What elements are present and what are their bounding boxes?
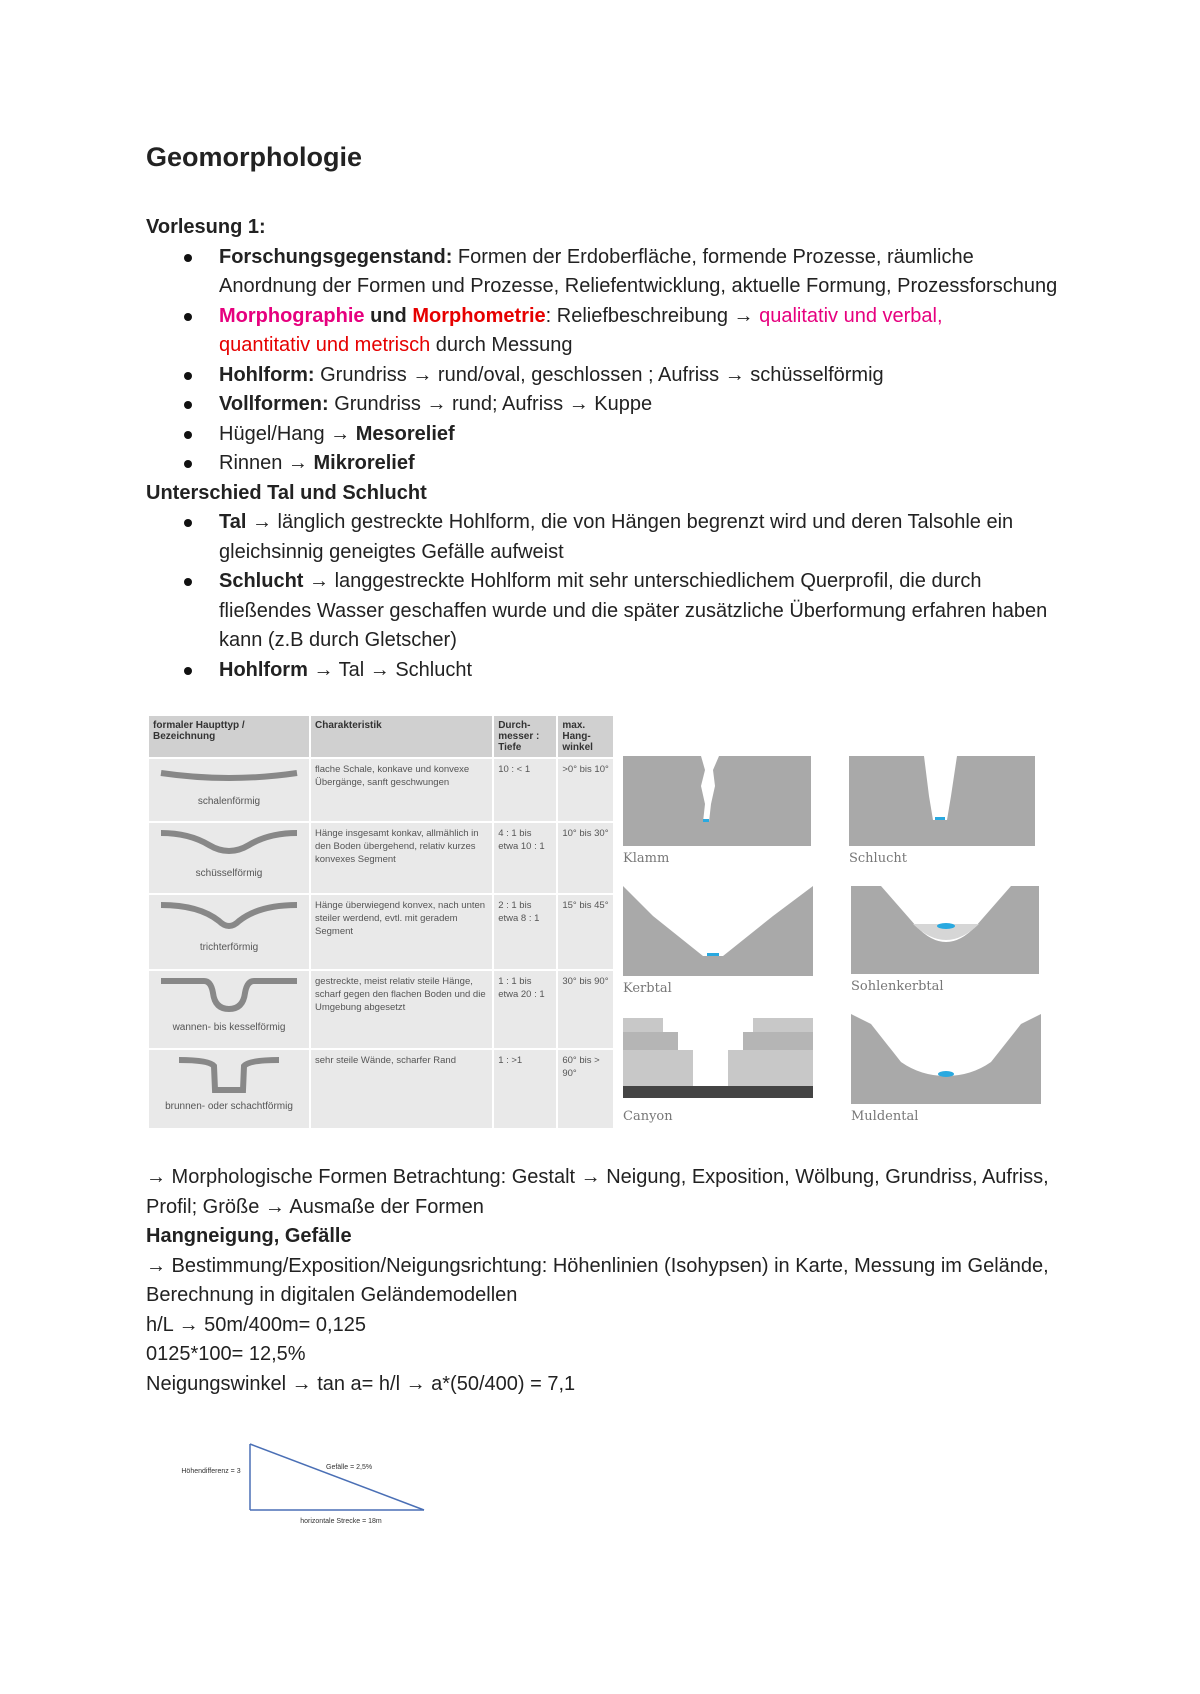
lecture-bullet-list: [146, 243, 1076, 479]
list-item: [146, 390, 1076, 420]
table-row: [149, 894, 614, 969]
list-item: [146, 508, 1076, 567]
valley-caption: Schlucht: [849, 851, 907, 866]
list-item: [146, 567, 1076, 656]
col-header: Durch-messer : Tiefe: [493, 716, 557, 758]
table-cell: schüsselförmig: [195, 867, 263, 879]
schlucht-figure: [849, 756, 1035, 866]
col-header: formaler Haupttyp / Bezeichnung: [149, 716, 310, 758]
table-cell: 1 : 1 bis etwa 20 : 1: [493, 970, 557, 1050]
valley-bullet-list: [146, 508, 1076, 685]
table-cell: 30° bis 90°: [557, 970, 614, 1050]
qualitative-note: qualitativ und verbal,: [759, 304, 943, 327]
schlucht-profile-icon: [849, 756, 1035, 846]
table-cell: flache Schale, konkave und konvexe Übergänge, sanft geschwungen: [310, 758, 493, 822]
valley-caption: Klamm: [623, 851, 670, 866]
table-cell: wannen- bis kesselförmig: [172, 1021, 286, 1033]
slope-section: [146, 1163, 1076, 1399]
muldental-profile-icon: [851, 1014, 1041, 1104]
definition: Grundriss → rund; Aufriss → Kuppe: [328, 393, 653, 415]
table-cell: 10° bis 30°: [557, 822, 614, 895]
slope-triangle-icon: [176, 1440, 476, 1515]
term: Hohlform: [219, 658, 308, 681]
valley-caption: Sohlenkerbtal: [851, 979, 944, 994]
table-cell: 15° bis 45°: [557, 894, 614, 969]
hollow-form-table: [149, 716, 615, 1128]
lecture-section: [146, 213, 1076, 685]
dish-shape: [159, 827, 299, 861]
table-cell: >0° bis 10°: [557, 758, 614, 822]
term: Forschungsgegenstand:: [219, 245, 453, 268]
valley-caption: Muldental: [851, 1109, 919, 1124]
definition: Formen der Erdoberfläche, formende Prozesse, räumliche Anordnung der Formen und Prozesse, Reliefentwicklung, aktuelle Formung, Prozessforschung: [219, 245, 1058, 297]
section-heading: Hangneigung, Gefälle: [146, 1225, 352, 1247]
term: Vollformen:: [219, 393, 329, 415]
table-cell: brunnen- oder schachtförmig: [165, 1101, 293, 1113]
table-row: [149, 970, 614, 1050]
definition: Rinnen →: [219, 452, 314, 474]
trough-shape: [159, 975, 299, 1015]
base-label: horizontale Strecke = 18m: [300, 1518, 382, 1525]
term: Hohlform:: [219, 363, 315, 386]
funnel-shape: [159, 899, 299, 935]
valley-caption: Canyon: [623, 1109, 673, 1124]
list-item: [146, 361, 1076, 391]
formula-line: h/L → 50m/400m= 0,125: [146, 1313, 366, 1336]
definition: : Reliefbeschreibung →: [545, 304, 760, 327]
kerbtal-figure: [623, 886, 813, 996]
list-item: [146, 243, 1076, 302]
table-cell: sehr steile Wände, scharfer Rand: [310, 1049, 493, 1128]
definition: → langgestreckte Hohlform mit sehr unterschiedlichem Querprofil, die durch fließendes Wasser geschaffen wurde und die später zusätzliche Überformung erfahren haben kann (z.B durch Gletscher): [219, 570, 1048, 651]
definition: → länglich gestreckte Hohlform, die von Hängen begrenzt wird und deren Talsohle ein gleichsinnig geneigtes Gefälle aufweist: [219, 511, 1014, 563]
canyon-figure: [623, 1014, 813, 1124]
table-cell: Hänge insgesamt konkav, allmählich in den Boden übergehend, relativ kurzes konvexes Segment: [310, 822, 493, 895]
height-label: Höhendifferenz = 3: [181, 1468, 241, 1475]
definition: Grundriss → rund/oval, geschlossen ; Aufriss → schüsselförmig: [314, 363, 884, 386]
page-title: Geomorphologie: [146, 142, 362, 172]
table-row: [149, 1049, 614, 1128]
table-row: [149, 758, 614, 822]
valley-caption: Kerbtal: [623, 981, 672, 996]
section-heading: Unterschied Tal und Schlucht: [146, 481, 427, 504]
lecture-heading: Vorlesung 1:: [146, 216, 266, 238]
col-header: max. Hang-winkel: [557, 716, 614, 758]
klamm-figure: [623, 756, 811, 866]
table-row: [149, 822, 614, 895]
definition: → Tal → Schlucht: [307, 658, 473, 681]
table-cell: gestreckte, meist relativ steile Hänge, scharf gegen den flachen Boden und die Umgebung abgesetzt: [310, 970, 493, 1050]
quantitative-note: quantitativ und metrisch: [219, 334, 431, 356]
formula-line: 0125*100= 12,5%: [146, 1343, 306, 1365]
paragraph: → Morphologische Formen Betrachtung: Gestalt → Neigung, Exposition, Wölbung, Grundriss, Aufriss, Profil; Größe → Ausmaße der Formen: [146, 1166, 1049, 1218]
term-morphometrie: Morphometrie: [412, 304, 546, 327]
table-cell: 2 : 1 bis etwa 8 : 1: [493, 894, 557, 969]
term: Tal: [219, 511, 247, 533]
term: Mesorelief: [355, 422, 455, 445]
col-header: Charakteristik: [310, 716, 493, 758]
list-item: [146, 420, 1076, 450]
canyon-profile-icon: [623, 1014, 813, 1104]
table-cell: 1 : >1: [493, 1049, 557, 1128]
definition-end: durch Messung: [430, 334, 573, 356]
term-morphographie: Morphographie: [219, 304, 365, 327]
shallow-bowl-shape: [159, 763, 299, 789]
list-item: [146, 656, 1076, 686]
slope-label: Gefälle = 2,5%: [326, 1464, 373, 1471]
list-item: [146, 449, 1076, 479]
paragraph: → Bestimmung/Exposition/Neigungsrichtung: Höhenlinien (Isohypsen) in Karte, Messung im Gelände, Berechnung in digitalen Geländemodellen: [146, 1254, 1049, 1306]
table-cell: schalenförmig: [197, 796, 261, 807]
term: Mikrorelief: [313, 452, 415, 474]
table-cell: 60° bis > 90°: [557, 1049, 614, 1128]
shaft-shape: [159, 1054, 299, 1094]
table-cell: trichterförmig: [199, 942, 259, 954]
table-cell: 4 : 1 bis etwa 10 : 1: [493, 822, 557, 895]
table-cell: 10 : < 1: [493, 758, 557, 822]
term: Schlucht: [219, 570, 304, 592]
definition: Hügel/Hang →: [219, 422, 356, 445]
kerbtal-profile-icon: [623, 886, 813, 976]
connector: und: [364, 304, 413, 327]
slope-triangle-diagram: [176, 1440, 476, 1550]
list-item: [146, 302, 1076, 361]
klamm-profile-icon: [623, 756, 811, 846]
table-cell: Hänge überwiegend konvex, nach unten steiler werdend, evtl. mit geradem Segment: [310, 894, 493, 969]
muldental-figure: [851, 1014, 1041, 1124]
sohlenkerbtal-profile-icon: [851, 886, 1039, 974]
sohlenkerbtal-figure: [851, 886, 1039, 994]
formula-line: Neigungswinkel → tan a= h/l → a*(50/400) = 7,1: [146, 1372, 576, 1395]
